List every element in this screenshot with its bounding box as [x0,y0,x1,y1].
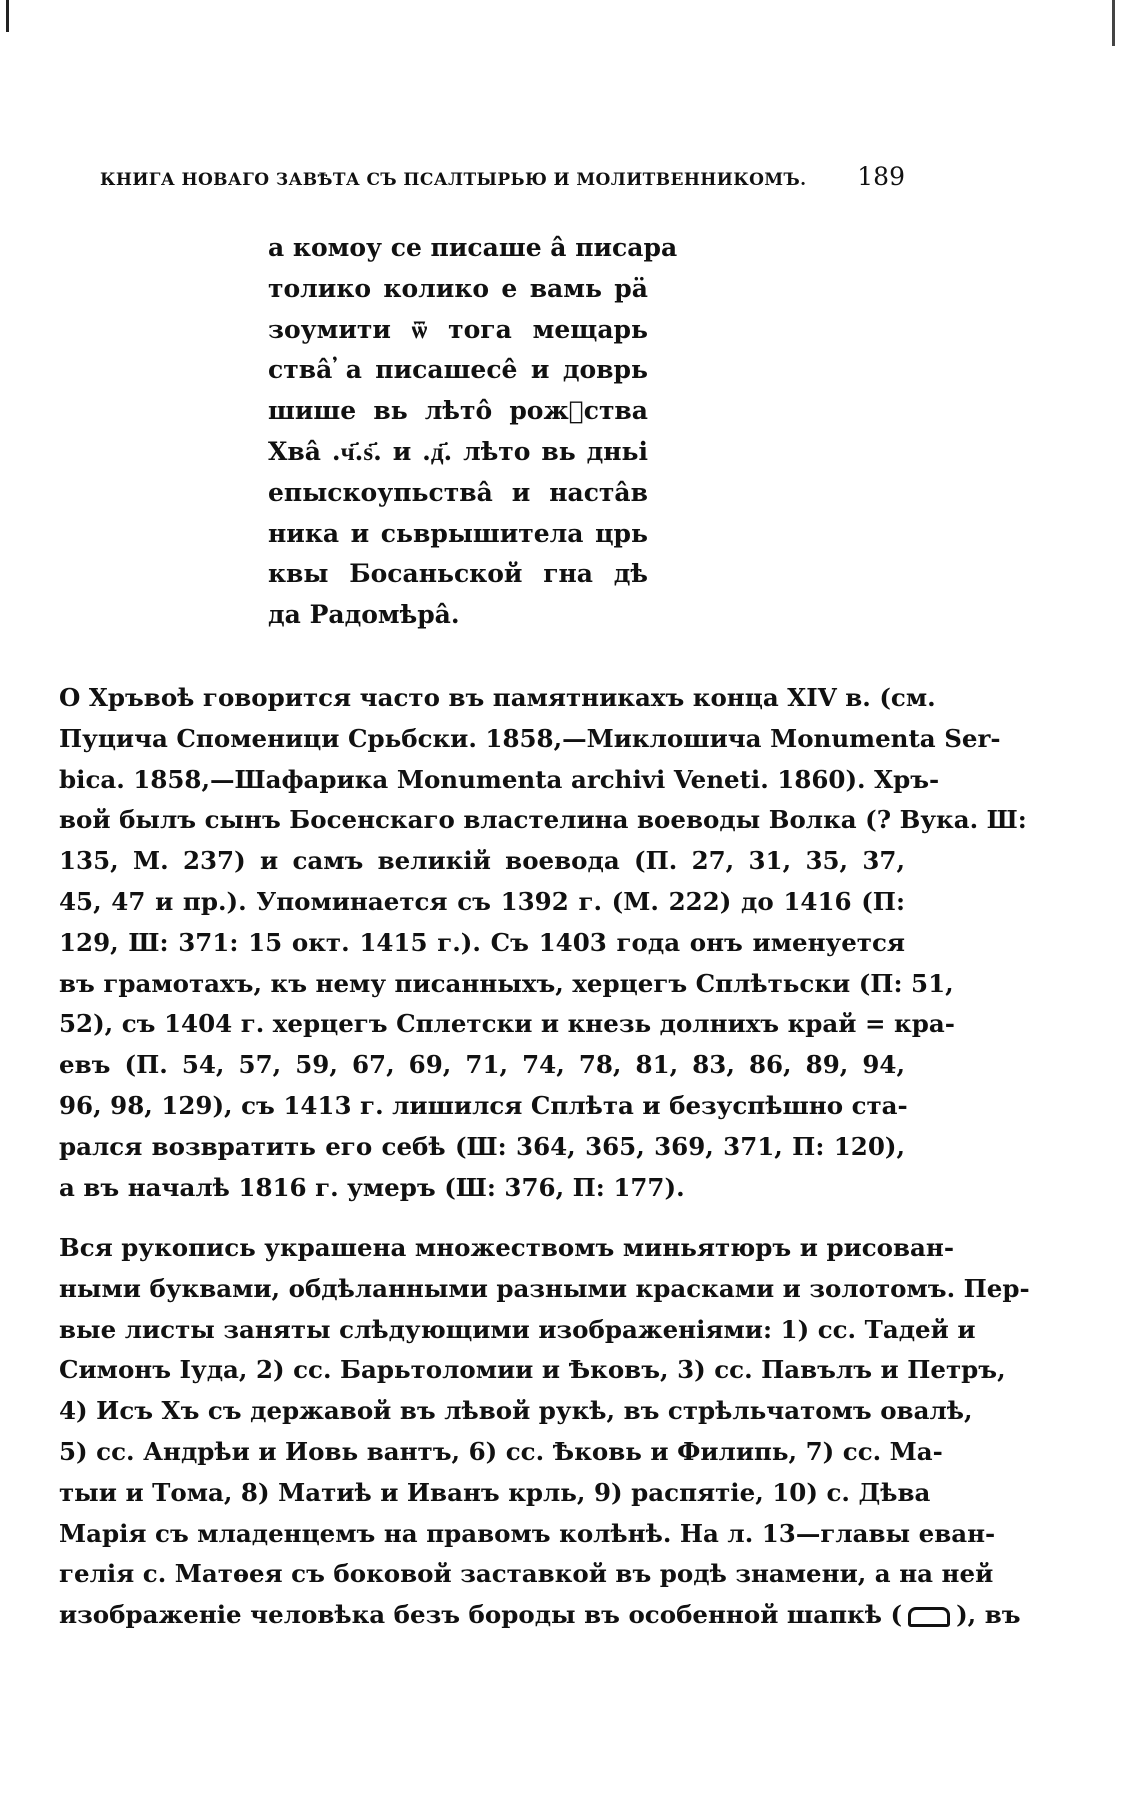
margin-rule-right [1112,0,1115,46]
text-line: гелія с. Матѳея съ боковой заставкой въ родѣ знамени, а на ней [59,1559,994,1589]
text-line: вой былъ сынъ Босенскаго властелина воеводы Волка (? Вука. Ш: [59,805,1027,835]
text-line: bica. 1858,—Шафарика Monumenta archivi Veneti. 1860). Хръ- [59,764,940,794]
text-line: 4) Исъ Хъ съ державой въ лѣвой рукѣ, въ стрѣльчатомъ овалѣ, [59,1396,973,1426]
paragraph-manuscript-decoration [59,1228,1030,1636]
text-line: въ грамотахъ, къ нему писанныхъ, херцегъ Сплѣтьски (П: 51, [59,968,954,998]
text-line: Симонъ Іуда, 2) сс. Барьтоломии и Ѣковъ, 3) сс. Павълъ и Петръ, [59,1355,1006,1385]
text-line: 129, Ш: 371: 15 окт. 1415 г.). Съ 1403 года онъ именуется [59,927,905,957]
text-line: рался возвратить его себѣ (Ш: 364, 365, 369, 371, П: 120), [59,1131,905,1161]
text-line: Вся рукопись украшена множествомъ миньятюръ и рисован- [59,1233,955,1262]
text-line: а въ началѣ 1816 г. умеръ (Ш: 376, П: 177). [59,1172,685,1202]
inscription-line: а комоу се писаше а̂ писара [268,233,678,262]
page-header [100,162,905,191]
text-line: ными буквами, обдѣланными разными красками и золотомъ. Пер- [59,1273,1030,1303]
text-line: 5) сс. Андрѣи и Иовь вантъ, 6) сс. Ѣковь и Филипь, 7) сс. Ма- [59,1436,943,1466]
text-line: 45, 47 и пр.). Упоминается съ 1392 г. (М. 222) до 1416 (П: [59,886,905,916]
inscription-line: епыскоупьства̂ и наста̂в [268,477,648,507]
inscription-line: квы Босаньской гна дѣ [268,559,648,589]
text-line: Пуцича Споменици Срьбски. 1858,—Миклошича Monumenta Ser- [59,723,1001,753]
text-line: вые листы заняты слѣдующими изображеніями: 1) сс. Тадей и [59,1314,976,1344]
margin-rule-left [6,0,9,32]
text-line: Марія съ младенцемъ на правомъ колѣнѣ. На л. 13—главы еван- [59,1518,996,1548]
text-line-with-symbol [59,1595,1021,1636]
inscription-line: шише вь лѣто̂ рожⷣства [268,396,648,426]
inscription-line: да Радомѣра̂. [268,600,460,630]
paragraph-hrvoje [59,678,1027,1208]
inscription-quote [268,228,678,636]
inscription-line: ника и сьврышитела црь [268,518,648,548]
hat-symbol-icon [908,1607,950,1627]
inscription-line: ства̂ ̓а писашесе̂ и доврь [268,355,648,385]
text-fragment: изображеніе человѣка безъ бороды въ особенной шапкѣ ( [59,1600,903,1630]
text-line: 135, М. 237) и самъ великій воевода (П. 27, 31, 35, 37, [59,846,905,876]
text-line: тыи и Тома, 8) Матиѣ и Иванъ крль, 9) распятіе, 10) с. Дѣва [59,1477,931,1507]
inscription-line: Хва̂ .ч҃.ѕ҃. и .д҃. лѣто вь дньі [268,436,648,466]
running-title: КНИГА НОВАГО ЗАВѢТА СЪ ПСАЛТЫРЬЮ И МОЛИТВЕННИКОМЪ. [100,170,807,190]
text-line: О Хръвоѣ говорится часто въ памятникахъ конца XIV в. (см. [59,683,936,712]
inscription-line: толико колико е вамь рӓ [268,273,648,303]
text-line: 52), съ 1404 г. херцегъ Сплетски и кнезь долнихъ край = кра- [59,1009,955,1039]
text-line: 96, 98, 129), съ 1413 г. лишился Сплѣта и безуспѣшно ста- [59,1090,908,1120]
text-line: евъ (П. 54, 57, 59, 67, 69, 71, 74, 78, 81, 83, 86, 89, 94, [59,1050,905,1080]
page-number: 189 [857,162,905,191]
text-fragment: ), въ [956,1600,1021,1630]
inscription-line: зоумити ѿ тога мещарь [268,314,648,344]
